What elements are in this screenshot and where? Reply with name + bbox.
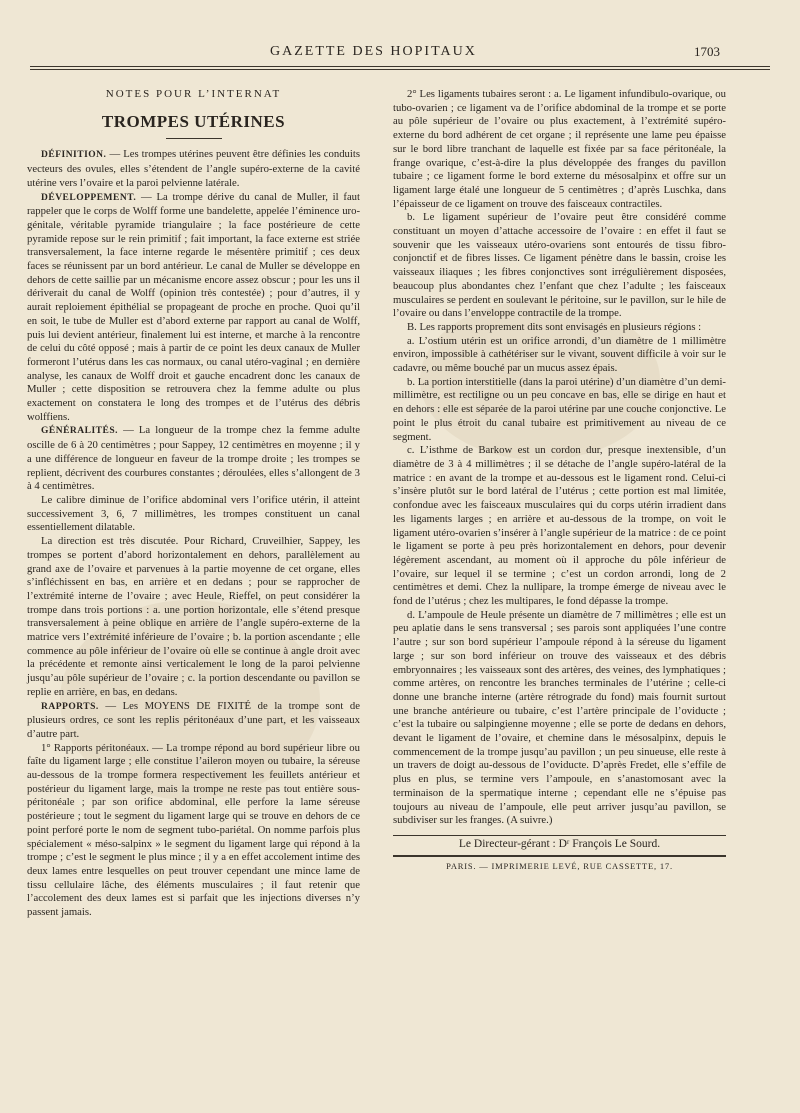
editor-line: Le Directeur-gérant : Dʳ François Le Sourd. [393, 835, 726, 852]
paragraph: b. La portion interstitielle (dans la paroi utérine) d’un diamètre d’un demi-millimètre, est rectiligne ou un peu concave en bas, elle se dirige en haut et en dehors : elle est séparée de la paroi utérine par une couche conjonctive. Le point le plus étroit du canal tubaire est primitivement au niveau de ce segment. [393, 375, 726, 443]
paragraph [27, 424, 360, 494]
paragraph-label: GÉNÉRALITÉS. [41, 426, 119, 437]
left-column [27, 88, 360, 920]
article-title: TROMPES UTÉRINES [101, 111, 286, 131]
paragraph [27, 535, 360, 699]
right-column [393, 88, 726, 873]
paragraph: b. Le ligament supérieur de l’ovaire peut être considéré comme constituant un moyen d’attache accessoire de l’ovaire : en effet il faut se souvenir que les vaisseaux utéro-ovariens sont entourés de tissu fibro-conjonctif et de fibres lisses. Ce ligament pénètre dans le bassin, croise les vaisseaux iliaques ; les fibres conjonctives sont irrégulièrement disposées, beaucoup plus abondantes chez l’enfant que chez l’adulte ; les faisceaux musculaires se perdent en soulevant le péritoine, sur le pavillon, sur le hile de l’ovaire ou dans l’enveloppe contractile de la trompe. [393, 211, 726, 320]
paragraph [27, 148, 360, 190]
paragraph: d. L’ampoule de Heule présente un diamètre de 7 millimètres ; elle est un peu aplatie dans le sens transversal ; ses parois sont appliquées l’une contre l’autre ; sur son bord supérieur l’ampoule répond à la séreuse du ligament large ; sur son bord inférieur on trouve des vaisseaux et des débris embryonnaires ; les vaisseaux sont des artères, des veines, des lymphatiques ; comme artères, on rencontre les branches terminales de l’utérine ; celle-ci donne une branche interne (artère rétrograde du fond) mais fournit surtout une branche antérieure ou tubaire, c’est l’artère principale de l’oviducte ; c’est la tubaire ou salpingienne moyenne ; elle se porte de dedans en dehors, devant le ligament de l’ovaire, et chemine dans le mésosalpinx, depuis le commencement de la trompe jusqu’au pavillon ; un peu sinueuse, elle reste à un travers de doigt au-dessous de l’oviducte. D’après Fredet, elle s’effile de plus en plus, se termine vers l’ampoule, en s’anastomosant avec la terminaison de la spermatique interne ; cependant elle ne s’épuise pas toujours au niveau de l’ampoule, elle peut arriver jusqu’au pavillon, se subdiviser sur les franges. (A suivre.) [393, 608, 726, 827]
paragraph: 2° Les ligaments tubaires seront : a. Le ligament infundibulo-ovarique, ou tubo-ovarien ; ce ligament va de l’orifice abdominal de la trompe et se porte au pôle supérieur de l’ovaire ou plus exactement, à l’extrémité supéro-externe du bord adhérent de cet organe ; il représente une lame peu épaisse sur le bord libre tranchant de laquelle est fixée par sa face péritonéale, la frange ovarique, c’est-à-dire la plus développée des franges du pavillon tubaire ; ce ligament forme le bord externe du mésosalpinx et offre sur un ligament large étalé une longueur de 5 centimètres ; d’après Luschka, dans l’épaisseur de ce ligament on trouve des faisceaux contractiles. [393, 88, 726, 210]
paragraph-label: RAPPORTS. [41, 701, 99, 712]
paragraph [27, 700, 360, 742]
paragraph-text: La direction est très discutée. Pour Richard, Cruveilhier, Sappey, les trompes se portent d’abord horizontalement en dehors, parallèlement au grand axe de l’ovaire et parvenues à la partie moyenne de cet organe, elles s’infléchissent en bas, en arrière et en dedans ; pour se rapprocher de l’extrémité interne de l’ovaire ; avec Heule, Rieffel, on peut considérer la trompe dans trois portions : a. une portion horizontale, elle s’étend presque transversalement à peine oblique en arrière de l’angle supéro-externe de la matrice vers l’extrémité inférieure de l’ovaire ; b. la portion ascendante ; elle commence au pôle inférieur de l’ovaire où elle se continue à angle droit avec la précédente et remonte ainsi verticalement le long de la paroi pelvienne jusqu’au pôle supérieur de l’ovaire ; c. la portion descendante ou pavillon se replie en arrière, en bas, en dedans. [27, 535, 360, 698]
paragraph [27, 494, 360, 535]
title-rule [166, 138, 222, 139]
left-paragraphs [27, 148, 360, 919]
paragraph-text: — Les MOYENS DE FIXITÉ de la trompe sont de plusieurs ordres, ce sont les replis péritonéaux d’une part, et les vaisseaux d’autre part. [27, 699, 360, 740]
printer-line: PARIS. — IMPRIMERIE LEVÉ, RUE CASSETTE, 17. [393, 855, 726, 874]
paragraph-text: Le calibre diminue de l’orifice abdominal vers l’orifice utérin, il atteint successivement 3, 6, 7 millimètres, les trompes constituent un canal essentiellement dilatable. [27, 493, 360, 534]
page-number: 1703 [694, 44, 720, 59]
paragraph-text: — Les trompes utérines peuvent être définies les conduits vecteurs des ovules, elles s’étendent de l’angle supéro-externe de la cavité utérine vers l’ovaire et la paroi pelvienne latérale. [27, 148, 360, 189]
header-rule [30, 66, 770, 67]
paragraph-text: 1° Rapports péritonéaux. — La trompe répond au bord supérieur libre ou faîte du ligament large ; elle constitue l’aileron moyen ou tubaire, la séreuse au-dessous de la trompe formera respectivement les feuillets antérieur et postérieur du ligament large, mais la trompe ne reste pas tout entière sous-péritonéale ; par son orifice abdominal, elle perfore la lame séreuse postérieure ; tout le segment du ligament large qui se trouve en dehors de ce point perforé porte le nom de segment tubo-pariétal. On nomme parfois plus spécialement « méso-salpinx » le segment du ligament large qui répond à la trompe ; c’est le segment le plus mince ; il y a en effet accolement intime des deux lames entre lesquelles on peut trouver cependant une mince lame de tissu cellulaire lâche, des éléments musculaires ; il faut retenir que l’accolement des deux lames est si parfait que les injections diverses n’y passent jamais. [27, 741, 360, 919]
paragraph-text: — La longueur de la trompe chez la femme adulte oscille de 6 à 20 centimètres ; pour Sappey, 12 centimètres en moyenne ; il y a une différence de longueur en faveur de la trompe droite ; les trompes se replient, décrivent des courbures constantes ; déroulées, elles s’allongent de 3 à 4 centimètres. [27, 424, 360, 493]
header-rule [30, 69, 770, 70]
paragraph [27, 742, 360, 920]
paragraph: c. L’isthme de Barkow est un cordon dur, presque inextensible, d’un diamètre de 3 à 4 millimètres ; il se détache de l’angle supéro-latéral de la matrice : en avant de la trompe et au-dessous est le ligament rond. Celui-ci s’insère plutôt sur le bord latéral de l’utérus ; cette portion est mal limitée, confondue avec les faisceaux musculaires qui du corps utérin irradient dans les ligaments larges ; en arrière et au-dessous de la trompe, on voit le ligament utéro-ovarien s’insérer à l’angle supérieur de la matrice : de ce point le ligament se porte à peu près horizontalement en dehors, pour devenir légèrement ascendant, au moment où il approche du pôle inférieur de l’ovaire, sur lequel il se termine ; c’est un cordon arrondi, long de 2 centimètres et demi. Chez la nullipare, la trompe émerge de niveau avec le fond de l’utérus ; chez les multipares, le fond dépasse la trompe. [393, 444, 726, 608]
running-head [0, 44, 800, 64]
journal-title: GAZETTE DES HOPITAUX [270, 44, 477, 59]
paragraph-label: DÉFINITION. [41, 150, 107, 161]
paragraph: B. Les rapports proprement dits sont envisagés en plusieurs régions : [407, 320, 702, 333]
paragraph: a. L’ostium utérin est un orifice arrondi, d’un diamètre de 1 millimètre environ, impossible à cathétériser sur le vivant, souvent difficile à voir sur le cadavre, ou même bouché par un mucus assez épais. [393, 334, 726, 375]
paragraph-label: DÉVELOPPEMENT. [41, 192, 137, 203]
paragraph [27, 191, 360, 425]
right-paragraphs [393, 88, 726, 828]
section-label: NOTES POUR L’INTERNAT [105, 88, 282, 100]
paragraph-text: — La trompe dérive du canal de Muller, il faut rappeler que le corps de Wolff forme une bandelette, appelée l’éminence uro-génitale, véritable pyramide triangulaire ; la face postérieure de cette pyramide repose sur le rein primitif ; fait important, la face externe est striée transversalement, la face interne regarde le mésentère primitif ; ces deux faces se réunissent par un bord antérieur. Le canal de Muller se développe en dehors de cette saillie par un mécanisme encore assez obscur ; pour les uns il dériverait du canal de Wolff (opinion très contestée) ; pour d’autres, il y aurait reploiement épithélial se propageant de proche en proche. Quoi qu’il en soit, le tube de Muller est d’abord externe par rapport au canal de Wolff, puis lui devient antérieur, finalement lui est interne, et marche à la rencontre de celui du côté opposé ; mais à partir de ce point les deux canaux de Muller formeront l’utérus dans les cas normaux, ou canal utéro-vaginal ; en dernière analyse, les canaux de Wolff droit et gauche encadrent donc les canaux de Muller ; cette disposition se retrouvera chez la femme adulte ou plus exactement on constatera le long des trompes et de l’utérus des débris wolffiens. [27, 190, 360, 423]
